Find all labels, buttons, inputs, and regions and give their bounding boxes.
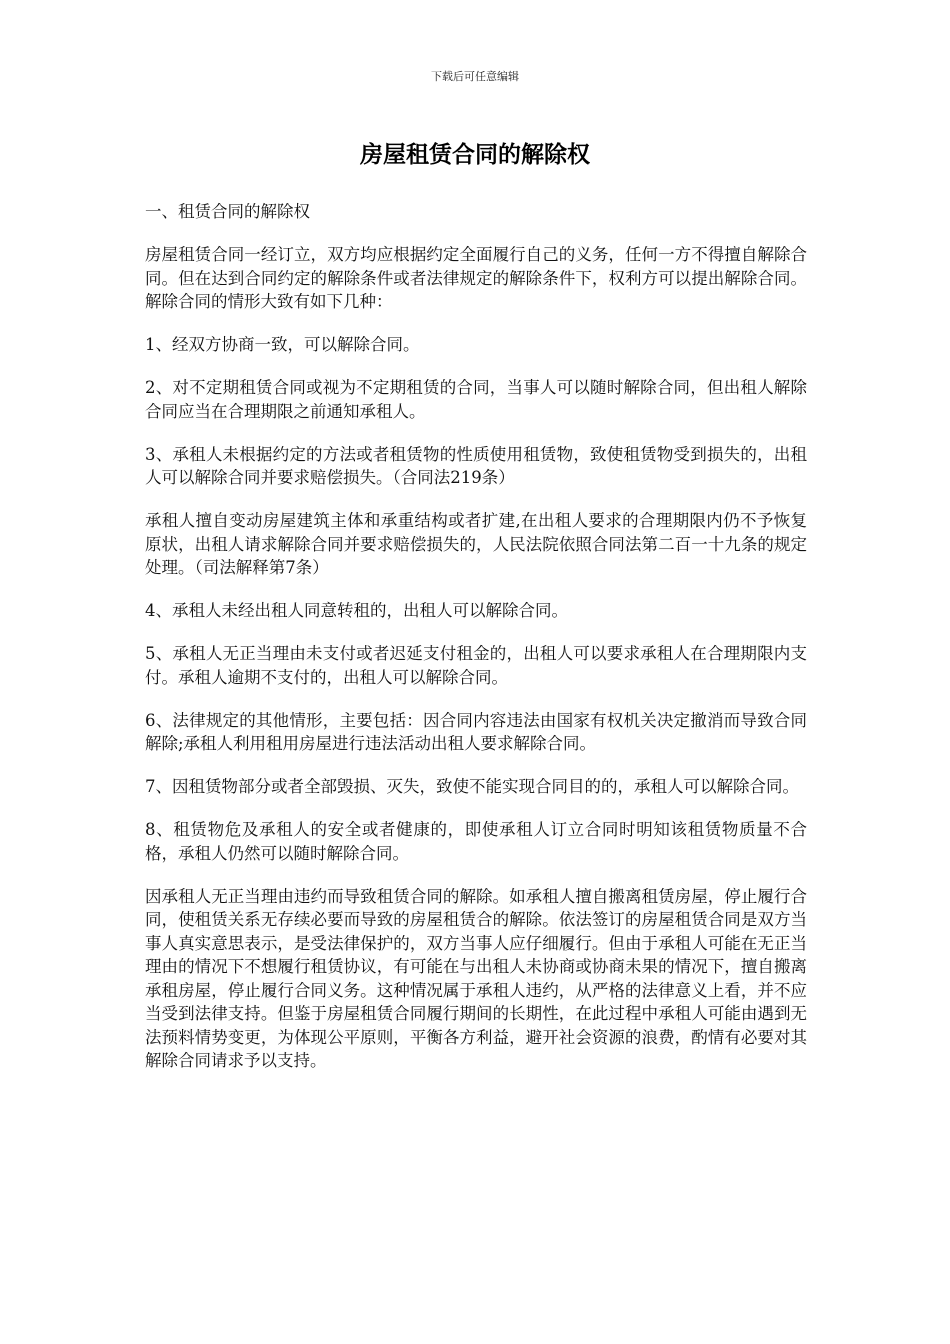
paragraph: 8、租赁物危及承租人的安全或者健康的，即使承租人订立合同时明知该租赁物质量不合格，承租人仍然可以随时解除合同。 [145, 820, 807, 863]
paragraph: 6、法律规定的其他情形，主要包括：因合同内容违法由国家有权机关决定撤消而导致合同解除;承租人利用租用房屋进行违法活动出租人要求解除合同。 [145, 710, 807, 753]
document-body [145, 200, 807, 1092]
paragraph: 2、对不定期租赁合同或视为不定期租赁的合同，当事人可以随时解除合同，但出租人解除合同应当在合理期限之前通知承租人。 [145, 378, 807, 421]
paragraph: 房屋租赁合同一经订立，双方均应根据约定全面履行自己的义务，任何一方不得擅自解除合同。但在达到合同约定的解除条件或者法律规定的解除条件下，权利方可以提出解除合同。解除合同的情形大致有如下几种： [145, 245, 807, 311]
paragraph: 5、承租人无正当理由未支付或者迟延支付租金的，出租人可以要求承租人在合理期限内支付。承租人逾期不支付的，出租人可以解除合同。 [145, 644, 807, 687]
paragraph: 1、经双方协商一致，可以解除合同。 [145, 335, 420, 354]
paragraph: 承租人擅自变动房屋建筑主体和承重结构或者扩建,在出租人要求的合理期限内仍不予恢复原状，出租人请求解除合同并要求赔偿损失的，人民法院依照合同法第二百一十九条的规定处理。（司法解释第7条） [145, 511, 807, 577]
section-heading: 一、租赁合同的解除权 [145, 202, 310, 221]
paragraph: 7、因租赁物部分或者全部毁损、灭失，致使不能实现合同目的的，承租人可以解除合同。 [145, 777, 799, 796]
paragraph: 4、承租人未经出租人同意转租的，出租人可以解除合同。 [145, 601, 568, 620]
document-title: 房屋租赁合同的解除权 [360, 141, 590, 168]
header-note: 下载后可任意编辑 [431, 70, 519, 83]
paragraph: 因承租人无正当理由违约而导致租赁合同的解除。如承租人擅自搬离租赁房屋，停止履行合同，使租赁关系无存续必要而导致的房屋租赁合的解除。依法签订的房屋租赁合同是双方当事人真实意思表示，是受法律保护的，双方当事人应仔细履行。但由于承租人可能在无正当理由的情况下不想履行租赁协议，有可能在与出租人未协商或协商未果的情况下，擅自搬离承租房屋，停止履行合同义务。这种情况属于承租人违约，从严格的法律意义上看，并不应当受到法律支持。但鉴于房屋租赁合同履行期间的长期性，在此过程中承租人可能由遇到无法预料情势变更，为体现公平原则，平衡各方利益，避开社会资源的浪费，酌情有必要对其解除合同请求予以支持。 [145, 886, 807, 1070]
paragraph: 3、承租人未根据约定的方法或者租赁物的性质使用租赁物，致使租赁物受到损失的，出租人可以解除合同并要求赔偿损失。（合同法219条） [145, 444, 807, 487]
